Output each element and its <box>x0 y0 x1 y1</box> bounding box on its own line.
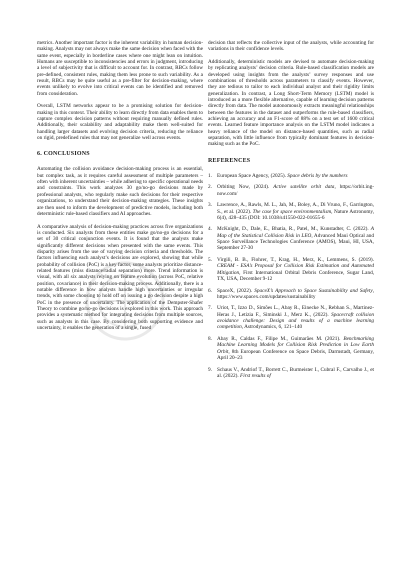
body-paragraph: Additionally, deterministic models are devised to automate decision-making by replicating analysts’ decision criteria. Rule-based classification models are developed using insights from the analysts’ survey responses and use combinations of thresholds across parameters to classify events. However, they are tedious to tailor to each individual analyst and their rigidity limits generalization. In contrast, a Long Short-Term Memory (LSTM) model is introduced as a more flexible alternative, capable of learning decision patterns directly from data. The model autonomously extracts meaningful relationships between the features in the dataset and outperforms the rule-based classifiers, achieving an accuracy and an F1-score of 88% on a test set of 1600 critical events. Learned feature importance analysis on the LSTM model indicates a heavy reliance of the model on distance-based quantities, such as radial separation, with little influence from typically dominant features in decision-making such as the PoC. <box>208 58 374 148</box>
reference-source: , https://www.spacex.com/updates/sustainability <box>217 287 374 300</box>
right-column <box>208 40 374 384</box>
reference-title: Active satellite orbit data <box>273 184 335 191</box>
reference-number: 4. <box>208 226 212 233</box>
reference-item <box>208 184 374 197</box>
reference-title: First results of <box>240 372 271 379</box>
reference-authors: Schaus V., Andriof T., Borrett C., Burmeister I., Cubral F., Carvalho J., et al. (2022). <box>217 366 374 379</box>
reference-item <box>208 202 374 221</box>
body-paragraph: Automating the collision avoidance decision-making process is an essential, but complex task, as it requires careful assessment of multiple parameters – often with inherent uncertainties – while adhering to specific operational needs and constraints. This work analyzes 30 go/no-go decisions made by professional analysts, who regularly make such decisions for their respective organizations, to understand their decision-making strategies. These insights are then used to inform the development of predictive models, including both deterministic rule-based classifiers and AI approaches. <box>37 166 203 217</box>
reference-authors: Abay R., Caldas F., Filipe M., Guimarães M. (2021). <box>217 335 344 342</box>
reference-number: 3. <box>208 202 212 209</box>
reference-authors: Lawrence, A., Rawls, M. L., Jah, M., Boley, A., Di Vruno, F., Garrington, S., et al. (2022). <box>217 202 374 215</box>
reference-source: , Advanced Maui Optical and Space Surveillance Technologies Conference (AMOS), Maui, HI, USA, September 27-30 <box>217 232 375 252</box>
reference-source: , https://orbit.ing-now.com/ <box>217 184 374 197</box>
reference-number: 9. <box>208 366 212 373</box>
reference-title: Spacecraft collision avoidance challenge: Design and results of a machine learning competition <box>217 311 374 331</box>
reference-item <box>208 173 374 179</box>
reference-source: , First International Orbital Debris Conference, Sugar Land, TX, USA, December 9-12 <box>217 269 374 283</box>
reference-title: The case for space environmentalism <box>252 208 332 215</box>
reference-number: 2. <box>208 184 212 191</box>
reference-source: , Nature Astronomy, 6(4), 428–435 (DOI: 10.1038/s41550-022-01655-6 <box>217 208 374 221</box>
reference-item <box>208 288 374 301</box>
reference-item <box>208 305 374 330</box>
reference-authors: Orbiting Now, (2024). <box>217 184 274 191</box>
section-heading-references: REFERENCES <box>208 157 251 164</box>
section-heading-conclusions: 6. CONCLUSIONS <box>37 151 90 158</box>
reference-list <box>208 173 374 379</box>
body-paragraph: metrics. Another important factor is the inherent variability in human decision-making. Analysts may not always make the same decision when faced with the same event, especially in borderline cases where one might lean on intuition. Humans are susceptible to inconsistencies and errors in judgment, introducing a level of subjectivity that is difficult to account for. In contrast, RBCs follow pre-defined, consistent rules, making them less prone to such variability. As a result, RBCs may be quite useful as a pre-filter for decision-making, where events unlikely to evolve into critical events can be identified and removed from consideration. <box>37 40 203 97</box>
reference-authors: SpaceX, (2022). <box>217 287 255 294</box>
reference-number: 5. <box>208 256 212 263</box>
reference-title: Benchmarking Machine Learning Models for Collision Risk Prediction in Low Earth Orbit <box>217 335 374 355</box>
body-paragraph: A comparative analysis of decision-making practices across five organizations is conducted. Six analysts from these entities make go/no-go decisions for a set of 30 critical conjunction events. It is found that the analysts make significantly different decisions when presented with the same events. This disparity arises from the use of varying decision criteria and thresholds. The factors influencing each analyst’s decisions are explored, showing that while probability of collision (PoC) is a key factor, some analysts prioritize distance-related features (miss distance/radial separation) more. Trend information is visual, with all six analysts relying on feature evolution (across PoC, relative position, covariance) in their decision-making process. Additionally, there is a notable difference in how analysts handle high uncertainties or irregular trends, with some choosing to hold off on issuing a go decision despite a high PoC in the presence of uncertainty. The application of the Dempster-Shafer Theory to combine go/no-go decisions is explored in this work. This approach provides a systematic method for integrating decisions from multiple sources, such as analysts in this case. By considering both supporting evidence and uncertainty, it enables the generation of a single, fused <box>37 223 203 331</box>
reference-source: , 8th European Conference on Space Debris, Darmstadt, Germany, April 20–23 <box>217 348 374 362</box>
reference-authors: Virgili, B. B., Flohrer, T., Krag, H., Merz, K., Lemmens, S. (2019). <box>217 256 374 263</box>
reference-item <box>208 226 374 251</box>
reference-item <box>208 367 374 380</box>
reference-number: 7. <box>208 305 212 312</box>
body-paragraph: Overall, LSTM networks appear to be a promising solution for decision-making in this context. Their ability to learn directly from data enables them to capture complex decision patterns without requiring manually defined rules. Additionally, their scalability and adaptability make them well-suited for handling larger datasets and evolving decision criteria, reducing the reliance on rigid, predefined rules that may not generalize well across events. <box>37 103 203 142</box>
reference-title: Space debris by the numbers <box>287 172 348 179</box>
reference-source: , Astrodynamics, 6, 121–140 <box>241 324 303 331</box>
reference-title: CREAM - ESA’s Proposal for Collision Risk Estimation and Automated Mitigation <box>217 263 374 276</box>
reference-title: SpaceX’s Approach to Space Sustainability and Safety <box>254 287 373 294</box>
reference-authors: Uriot, T., Izzo D., Simões L., Abay R., Einecke N., Rebhan S., Martinez-Heras J., Letizia F., Siminski J., Merz K., (2022). <box>217 305 374 318</box>
left-column <box>37 40 203 338</box>
reference-authors: European Space Agency, (2025). <box>217 172 288 179</box>
reference-title: A Map of the Statistical Collision Risk in LEO <box>217 226 374 239</box>
reference-number: 1. <box>208 172 212 179</box>
body-paragraph: decision that reflects the collective input of the analysts, while accounting for variations in their confidence levels. <box>208 40 374 53</box>
reference-number: 6. <box>208 287 212 294</box>
reference-authors: McKnight, D., Dale, E., Bhatia, R., Patel, M., Kunstadter, C. (2022). <box>217 226 371 233</box>
reference-number: 8. <box>208 335 212 342</box>
reference-item <box>208 336 374 361</box>
reference-item <box>208 257 374 282</box>
